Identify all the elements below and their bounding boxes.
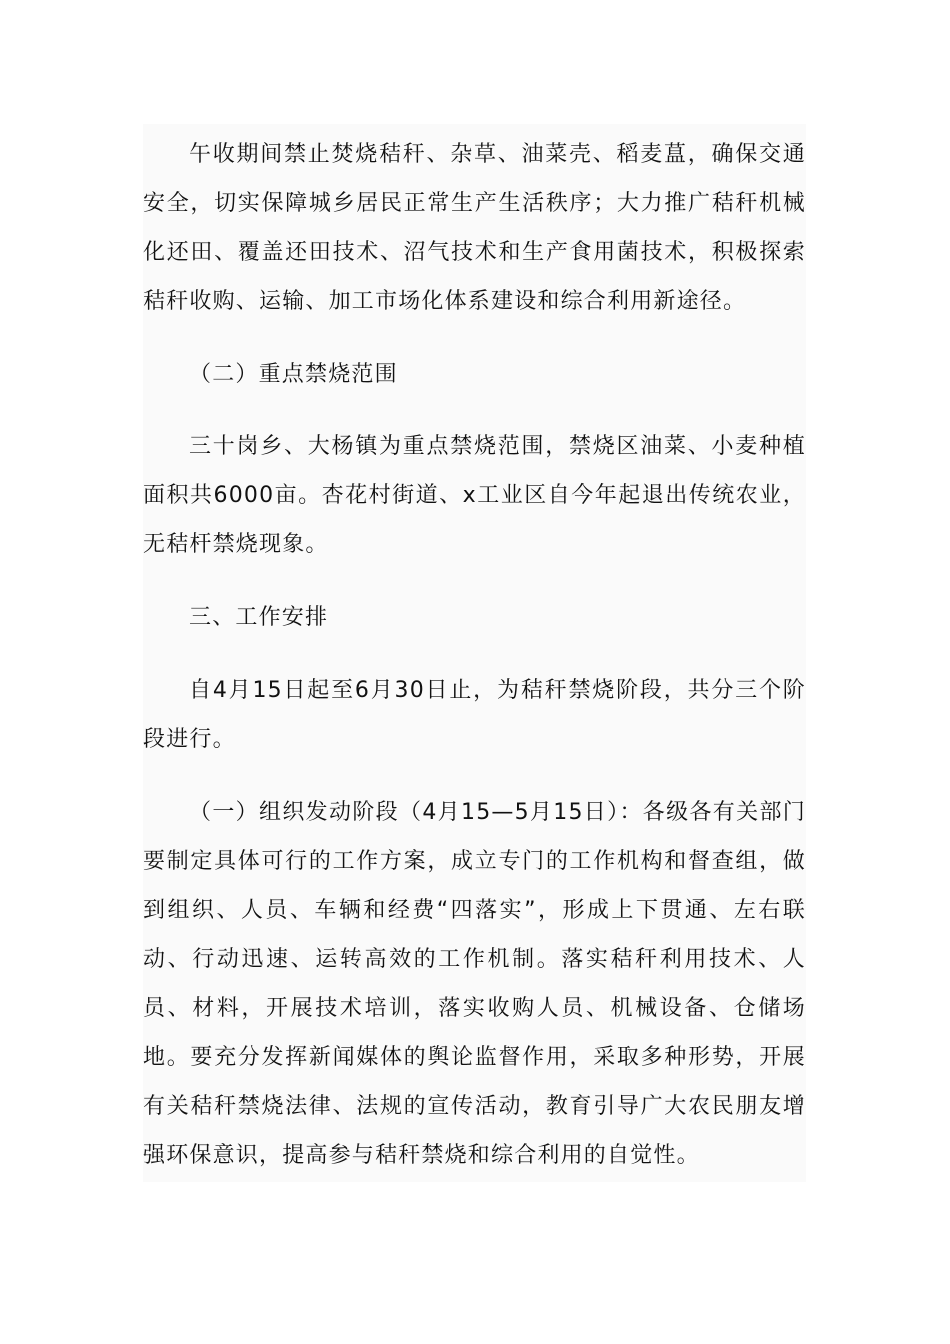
- paragraph-mobilization-stage: （一）组织发动阶段（4月15—5月15日）：各级各有关部门要制定具体可行的工作方案，成立专门的工作机构和督查组，做到组织、人员、车辆和经费“四落实”，形成上下贯通、左右联动、行动迅速、运转高效的工作机制。落实秸秆利用技术、人员、材料，开展技术培训，落实收购人员、机械设备、仓储场地。要充分发挥新闻媒体的舆论监督作用，采取多种形势，开展有关秸秆禁烧法律、法规的宣传活动，教育引导广大农民朋友增强环保意识，提高参与秸秆禁烧和综合利用的自觉性。: [143, 800, 806, 1168]
- paragraph-key-ban-area: 三十岗乡、大杨镇为重点禁烧范围，禁烧区油菜、小麦种植面积共6000亩。杏花村街道、x工业区自今年起退出传统农业，无秸杆禁烧现象。: [143, 434, 806, 557]
- heading-work-arrangement: 三、工作安排: [189, 605, 329, 630]
- heading-key-ban-scope: （二）重点禁烧范围: [189, 362, 398, 387]
- paragraph-burning-ban-measures: 午收期间禁止焚烧秸秆、杂草、油菜壳、稻麦蒀，确保交通安全，切实保障城乡居民正常生产生活秩序；大力推广秸秆机械化还田、覆盖还田技术、沼气技术和生产食用菌技术，积极探索秸秆收购、运输、加工市场化体系建设和综合利用新途径。: [143, 142, 806, 314]
- paragraph-ban-period: 自4月15日起至6月30日止，为秸秆禁烧阶段，共分三个阶段进行。: [143, 678, 806, 752]
- document-body: [143, 124, 806, 1182]
